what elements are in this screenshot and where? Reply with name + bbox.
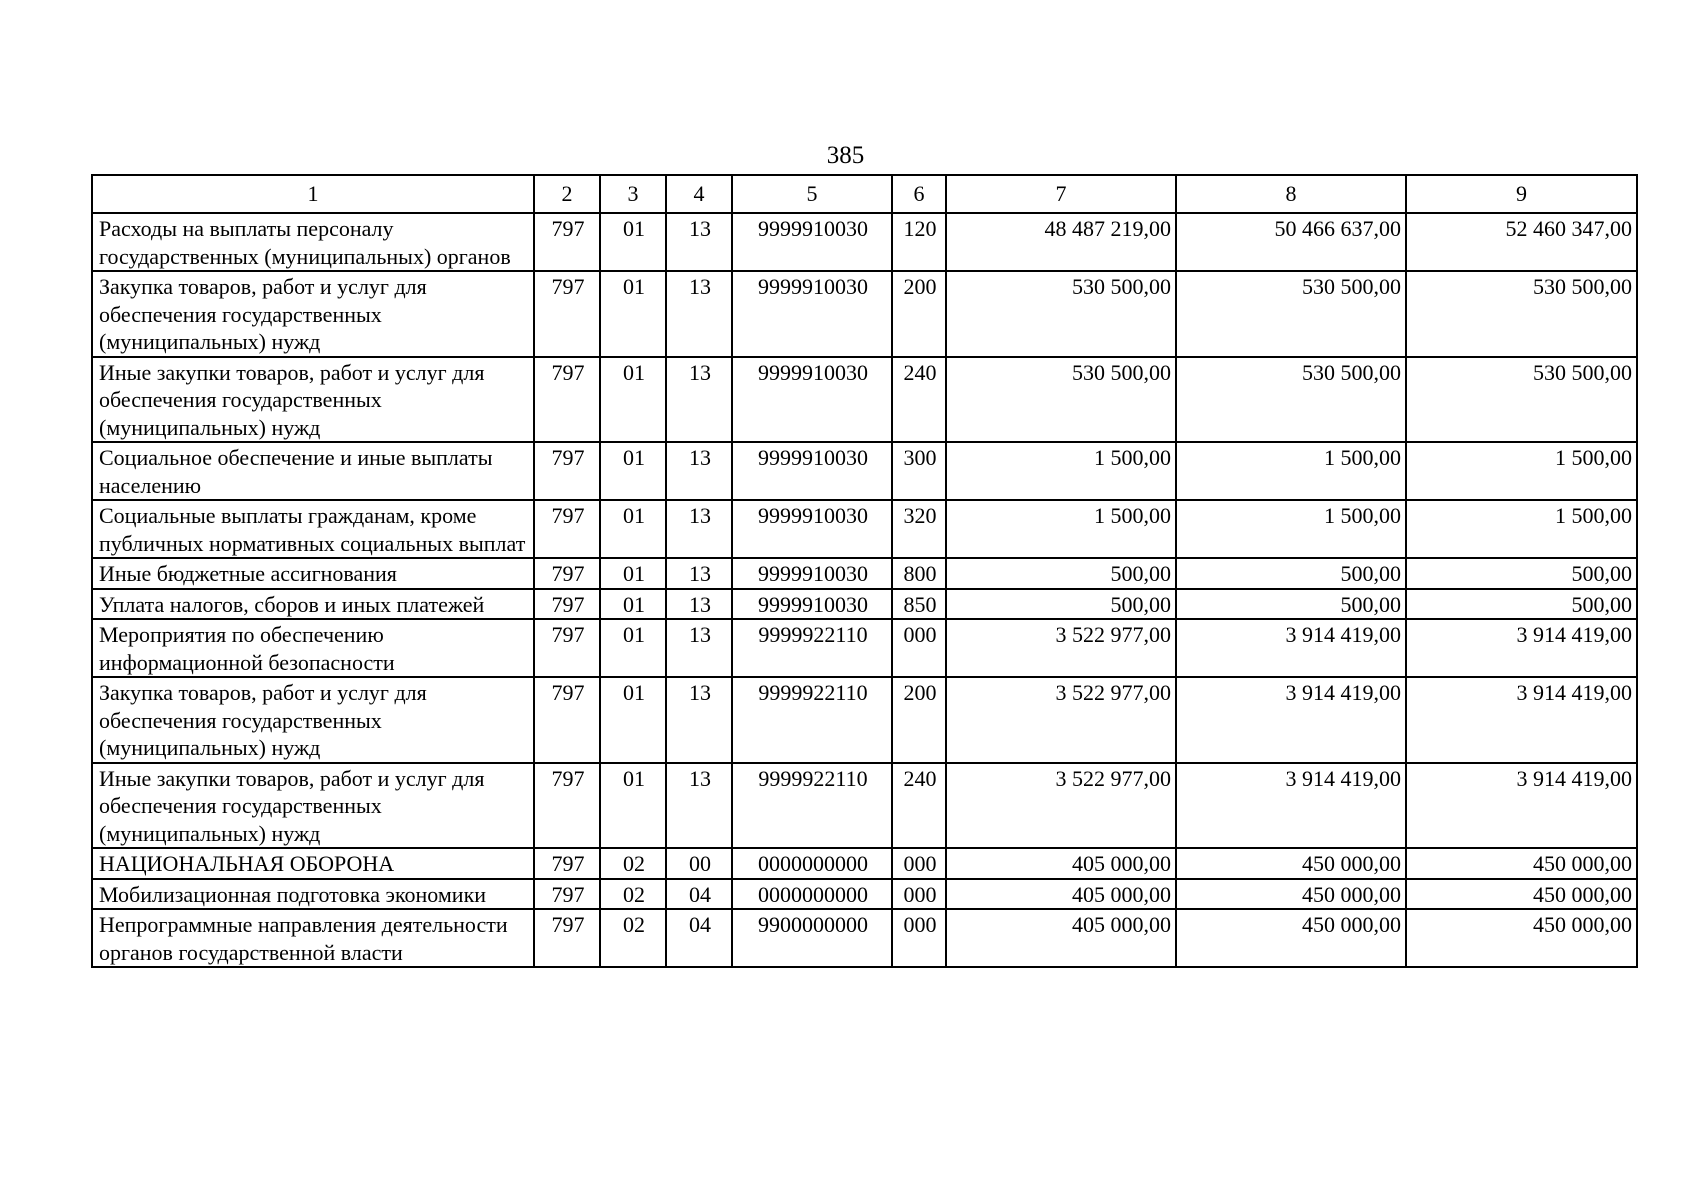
column-header: 7	[946, 175, 1176, 213]
amount-cell: 50 466 637,00	[1176, 213, 1406, 271]
code-cell: 797	[534, 763, 600, 849]
amount-cell: 530 500,00	[946, 271, 1176, 357]
subsection-cell: 13	[666, 442, 732, 500]
row-name-cell: Иные закупки товаров, работ и услуг для обеспечения государственных (муниципальных) нужд	[92, 357, 534, 443]
target-article-cell: 9999910030	[732, 357, 892, 443]
section-cell: 01	[600, 619, 666, 677]
column-header: 3	[600, 175, 666, 213]
table-row	[92, 357, 1637, 443]
target-article-cell: 9900000000	[732, 909, 892, 967]
amount-cell: 1 500,00	[1176, 500, 1406, 558]
amount-cell: 500,00	[1176, 558, 1406, 589]
table-row	[92, 763, 1637, 849]
section-cell: 02	[600, 879, 666, 910]
column-header: 1	[92, 175, 534, 213]
amount-cell: 1 500,00	[1176, 442, 1406, 500]
expense-type-cell: 850	[892, 589, 946, 620]
column-header: 9	[1406, 175, 1637, 213]
table-row	[92, 589, 1637, 620]
amount-cell: 3 914 419,00	[1406, 619, 1637, 677]
section-cell: 01	[600, 357, 666, 443]
amount-cell: 500,00	[946, 558, 1176, 589]
code-cell: 797	[534, 500, 600, 558]
amount-cell: 3 914 419,00	[1176, 677, 1406, 763]
section-cell: 01	[600, 442, 666, 500]
table-header-row	[92, 175, 1637, 213]
table-row	[92, 879, 1637, 910]
expense-type-cell: 000	[892, 619, 946, 677]
column-header: 6	[892, 175, 946, 213]
row-name-cell: НАЦИОНАЛЬНАЯ ОБОРОНА	[92, 848, 534, 879]
section-cell: 01	[600, 271, 666, 357]
target-article-cell: 9999910030	[732, 442, 892, 500]
amount-cell: 405 000,00	[946, 909, 1176, 967]
code-cell: 797	[534, 879, 600, 910]
amount-cell: 450 000,00	[1176, 879, 1406, 910]
table-row	[92, 619, 1637, 677]
section-cell: 02	[600, 848, 666, 879]
expense-type-cell: 300	[892, 442, 946, 500]
subsection-cell: 13	[666, 677, 732, 763]
subsection-cell: 13	[666, 213, 732, 271]
target-article-cell: 9999922110	[732, 763, 892, 849]
code-cell: 797	[534, 213, 600, 271]
section-cell: 01	[600, 558, 666, 589]
expense-type-cell: 200	[892, 677, 946, 763]
budget-table	[91, 174, 1638, 968]
row-name-cell: Мероприятия по обеспечению информационной безопасности	[92, 619, 534, 677]
section-cell: 02	[600, 909, 666, 967]
subsection-cell: 13	[666, 763, 732, 849]
table-row	[92, 848, 1637, 879]
section-cell: 01	[600, 500, 666, 558]
section-cell: 01	[600, 213, 666, 271]
code-cell: 797	[534, 677, 600, 763]
code-cell: 797	[534, 442, 600, 500]
amount-cell: 450 000,00	[1176, 848, 1406, 879]
amount-cell: 1 500,00	[946, 500, 1176, 558]
target-article-cell: 0000000000	[732, 848, 892, 879]
amount-cell: 450 000,00	[1406, 879, 1637, 910]
row-name-cell: Уплата налогов, сборов и иных платежей	[92, 589, 534, 620]
code-cell: 797	[534, 848, 600, 879]
subsection-cell: 13	[666, 271, 732, 357]
amount-cell: 500,00	[946, 589, 1176, 620]
column-header: 8	[1176, 175, 1406, 213]
amount-cell: 3 522 977,00	[946, 763, 1176, 849]
expense-type-cell: 200	[892, 271, 946, 357]
row-name-cell: Непрограммные направления деятельности органов государственной власти	[92, 909, 534, 967]
expense-type-cell: 240	[892, 357, 946, 443]
expense-type-cell: 000	[892, 848, 946, 879]
target-article-cell: 9999910030	[732, 271, 892, 357]
target-article-cell: 9999910030	[732, 589, 892, 620]
row-name-cell: Иные закупки товаров, работ и услуг для обеспечения государственных (муниципальных) нужд	[92, 763, 534, 849]
code-cell: 797	[534, 909, 600, 967]
amount-cell: 405 000,00	[946, 848, 1176, 879]
amount-cell: 530 500,00	[946, 357, 1176, 443]
amount-cell: 450 000,00	[1406, 909, 1637, 967]
table-row	[92, 500, 1637, 558]
target-article-cell: 0000000000	[732, 879, 892, 910]
amount-cell: 500,00	[1406, 558, 1637, 589]
target-article-cell: 9999910030	[732, 213, 892, 271]
amount-cell: 1 500,00	[1406, 442, 1637, 500]
expense-type-cell: 800	[892, 558, 946, 589]
amount-cell: 530 500,00	[1406, 271, 1637, 357]
row-name-cell: Мобилизационная подготовка экономики	[92, 879, 534, 910]
code-cell: 797	[534, 271, 600, 357]
amount-cell: 450 000,00	[1176, 909, 1406, 967]
table-row	[92, 677, 1637, 763]
expense-type-cell: 240	[892, 763, 946, 849]
code-cell: 797	[534, 619, 600, 677]
column-header: 2	[534, 175, 600, 213]
expense-type-cell: 000	[892, 879, 946, 910]
amount-cell: 450 000,00	[1406, 848, 1637, 879]
expense-type-cell: 320	[892, 500, 946, 558]
page-number: 385	[826, 142, 865, 169]
target-article-cell: 9999922110	[732, 619, 892, 677]
target-article-cell: 9999910030	[732, 500, 892, 558]
amount-cell: 500,00	[1176, 589, 1406, 620]
table-row	[92, 558, 1637, 589]
amount-cell: 500,00	[1406, 589, 1637, 620]
row-name-cell: Социальное обеспечение и иные выплаты населению	[92, 442, 534, 500]
amount-cell: 3 914 419,00	[1406, 763, 1637, 849]
table-row	[92, 213, 1637, 271]
expense-type-cell: 000	[892, 909, 946, 967]
section-cell: 01	[600, 589, 666, 620]
section-cell: 01	[600, 677, 666, 763]
subsection-cell: 04	[666, 909, 732, 967]
amount-cell: 530 500,00	[1176, 271, 1406, 357]
section-cell: 01	[600, 763, 666, 849]
expense-type-cell: 120	[892, 213, 946, 271]
amount-cell: 48 487 219,00	[946, 213, 1176, 271]
amount-cell: 1 500,00	[946, 442, 1176, 500]
amount-cell: 3 522 977,00	[946, 677, 1176, 763]
subsection-cell: 13	[666, 558, 732, 589]
row-name-cell: Социальные выплаты гражданам, кроме публичных нормативных социальных выплат	[92, 500, 534, 558]
table-row	[92, 442, 1637, 500]
target-article-cell: 9999922110	[732, 677, 892, 763]
amount-cell: 3 914 419,00	[1176, 619, 1406, 677]
amount-cell: 405 000,00	[946, 879, 1176, 910]
amount-cell: 1 500,00	[1406, 500, 1637, 558]
row-name-cell: Закупка товаров, работ и услуг для обеспечения государственных (муниципальных) нужд	[92, 271, 534, 357]
row-name-cell: Расходы на выплаты персоналу государственных (муниципальных) органов	[92, 213, 534, 271]
code-cell: 797	[534, 357, 600, 443]
amount-cell: 530 500,00	[1176, 357, 1406, 443]
table-row	[92, 909, 1637, 967]
amount-cell: 3 914 419,00	[1176, 763, 1406, 849]
subsection-cell: 13	[666, 619, 732, 677]
amount-cell: 52 460 347,00	[1406, 213, 1637, 271]
row-name-cell: Закупка товаров, работ и услуг для обеспечения государственных (муниципальных) нужд	[92, 677, 534, 763]
amount-cell: 3 522 977,00	[946, 619, 1176, 677]
target-article-cell: 9999910030	[732, 558, 892, 589]
amount-cell: 3 914 419,00	[1406, 677, 1637, 763]
code-cell: 797	[534, 589, 600, 620]
subsection-cell: 13	[666, 357, 732, 443]
code-cell: 797	[534, 558, 600, 589]
table-body	[92, 213, 1637, 967]
subsection-cell: 04	[666, 879, 732, 910]
amount-cell: 530 500,00	[1406, 357, 1637, 443]
column-header: 5	[732, 175, 892, 213]
row-name-cell: Иные бюджетные ассигнования	[92, 558, 534, 589]
subsection-cell: 00	[666, 848, 732, 879]
column-header: 4	[666, 175, 732, 213]
subsection-cell: 13	[666, 500, 732, 558]
subsection-cell: 13	[666, 589, 732, 620]
table-row	[92, 271, 1637, 357]
